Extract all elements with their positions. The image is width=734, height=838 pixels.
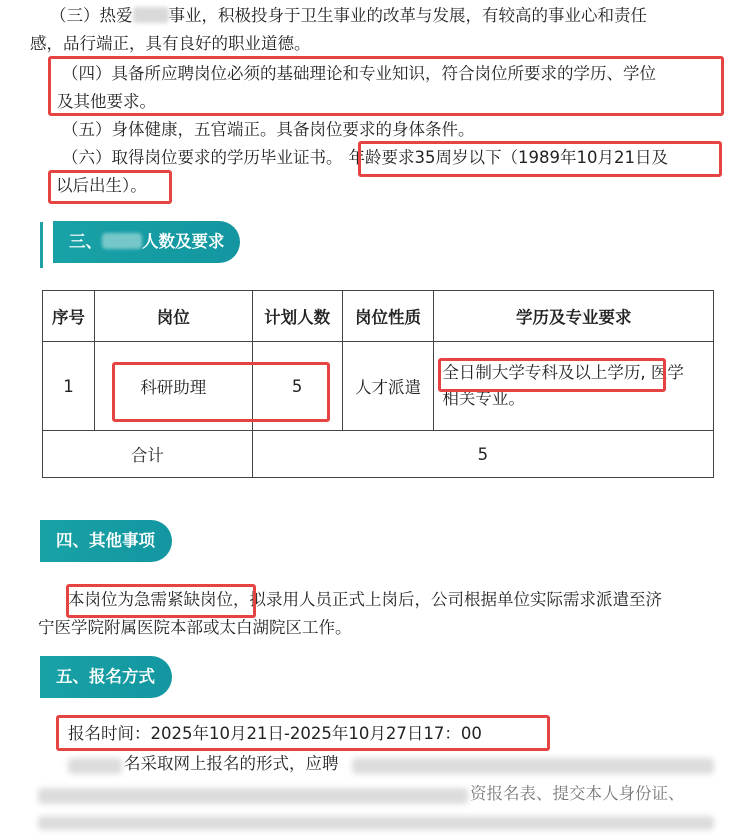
table-total-row: [43, 431, 714, 478]
requirement-5: （五）身体健康，五官端正。具备岗位要求的身体条件。: [62, 120, 475, 139]
position-table: [42, 290, 714, 478]
req6-age: 年龄要求35周岁以下（1989年10月21日及: [348, 148, 668, 167]
urgent-position: 本岗位为急需紧缺岗位: [68, 590, 233, 609]
other-matters-line2: 宁医学院附属医院本部或太白湖院区工作。: [38, 618, 352, 637]
col-header: 岗位性质: [342, 291, 434, 342]
section-3-heading: [53, 221, 240, 263]
section-3-prefix: 三、: [69, 232, 102, 251]
edu-line2: 相关专业。: [442, 389, 525, 408]
cell-count: 5: [252, 342, 342, 431]
col-header: 序号: [43, 291, 95, 342]
other-rest: ，拟录用人员正式上岗后，公司根据单位实际需求派遣至济: [233, 590, 662, 609]
req3-pre: （三）热爱: [50, 6, 133, 25]
cell-education: [434, 342, 714, 431]
other-matters: [68, 586, 662, 614]
requirement-3: [50, 2, 647, 30]
req6-pre: （六）取得岗位要求的学历毕业证书。: [62, 148, 343, 167]
redacted-text: [102, 233, 142, 249]
redacted-text: [38, 816, 714, 830]
redacted-text: [68, 758, 122, 774]
section-5-heading: 五、报名方式: [40, 656, 172, 698]
col-header: 计划人数: [252, 291, 342, 342]
requirement-4: （四）具备所应聘岗位必须的基础理论和专业知识，符合岗位所要求的学历、学位: [62, 64, 656, 83]
table-row: [43, 342, 714, 431]
section-rule: [40, 222, 43, 268]
redacted-text: [38, 788, 468, 804]
requirement-3-line2: 感，品行端正，具有良好的职业道德。: [30, 34, 311, 53]
col-header: 岗位: [94, 291, 252, 342]
cell-no: 1: [43, 342, 95, 431]
redacted-text: [133, 7, 169, 23]
col-header: 学历及专业要求: [434, 291, 714, 342]
edu-rest: 医学: [645, 363, 684, 382]
requirement-6: [62, 144, 668, 172]
table-header-row: [43, 291, 714, 342]
redacted-text: [352, 758, 714, 774]
requirement-4-line2: 及其他要求。: [57, 92, 156, 111]
section-4-heading: 四、其他事项: [40, 520, 172, 562]
edu-highlight: 全日制大学专科及以上学历,: [442, 363, 646, 382]
requirement-6-line2: 以后出生）。: [56, 176, 147, 195]
signup-method: 名采取网上报名的形式，应聘: [124, 754, 339, 773]
signup-time: 报名时间：2025年10月21日-2025年10月27日17：00: [68, 724, 482, 743]
req3-post: 事业，积极投身于卫生事业的改革与发展，有较高的事业心和责任: [168, 6, 647, 25]
signup-tail: 资报名表、提交本人身份证、: [470, 784, 685, 803]
cell-position: 科研助理: [94, 342, 252, 431]
total-label: 合计: [43, 431, 253, 478]
total-value: 5: [252, 431, 713, 478]
cell-nature: 人才派遣: [342, 342, 434, 431]
section-3-title: 人数及要求: [142, 232, 225, 251]
